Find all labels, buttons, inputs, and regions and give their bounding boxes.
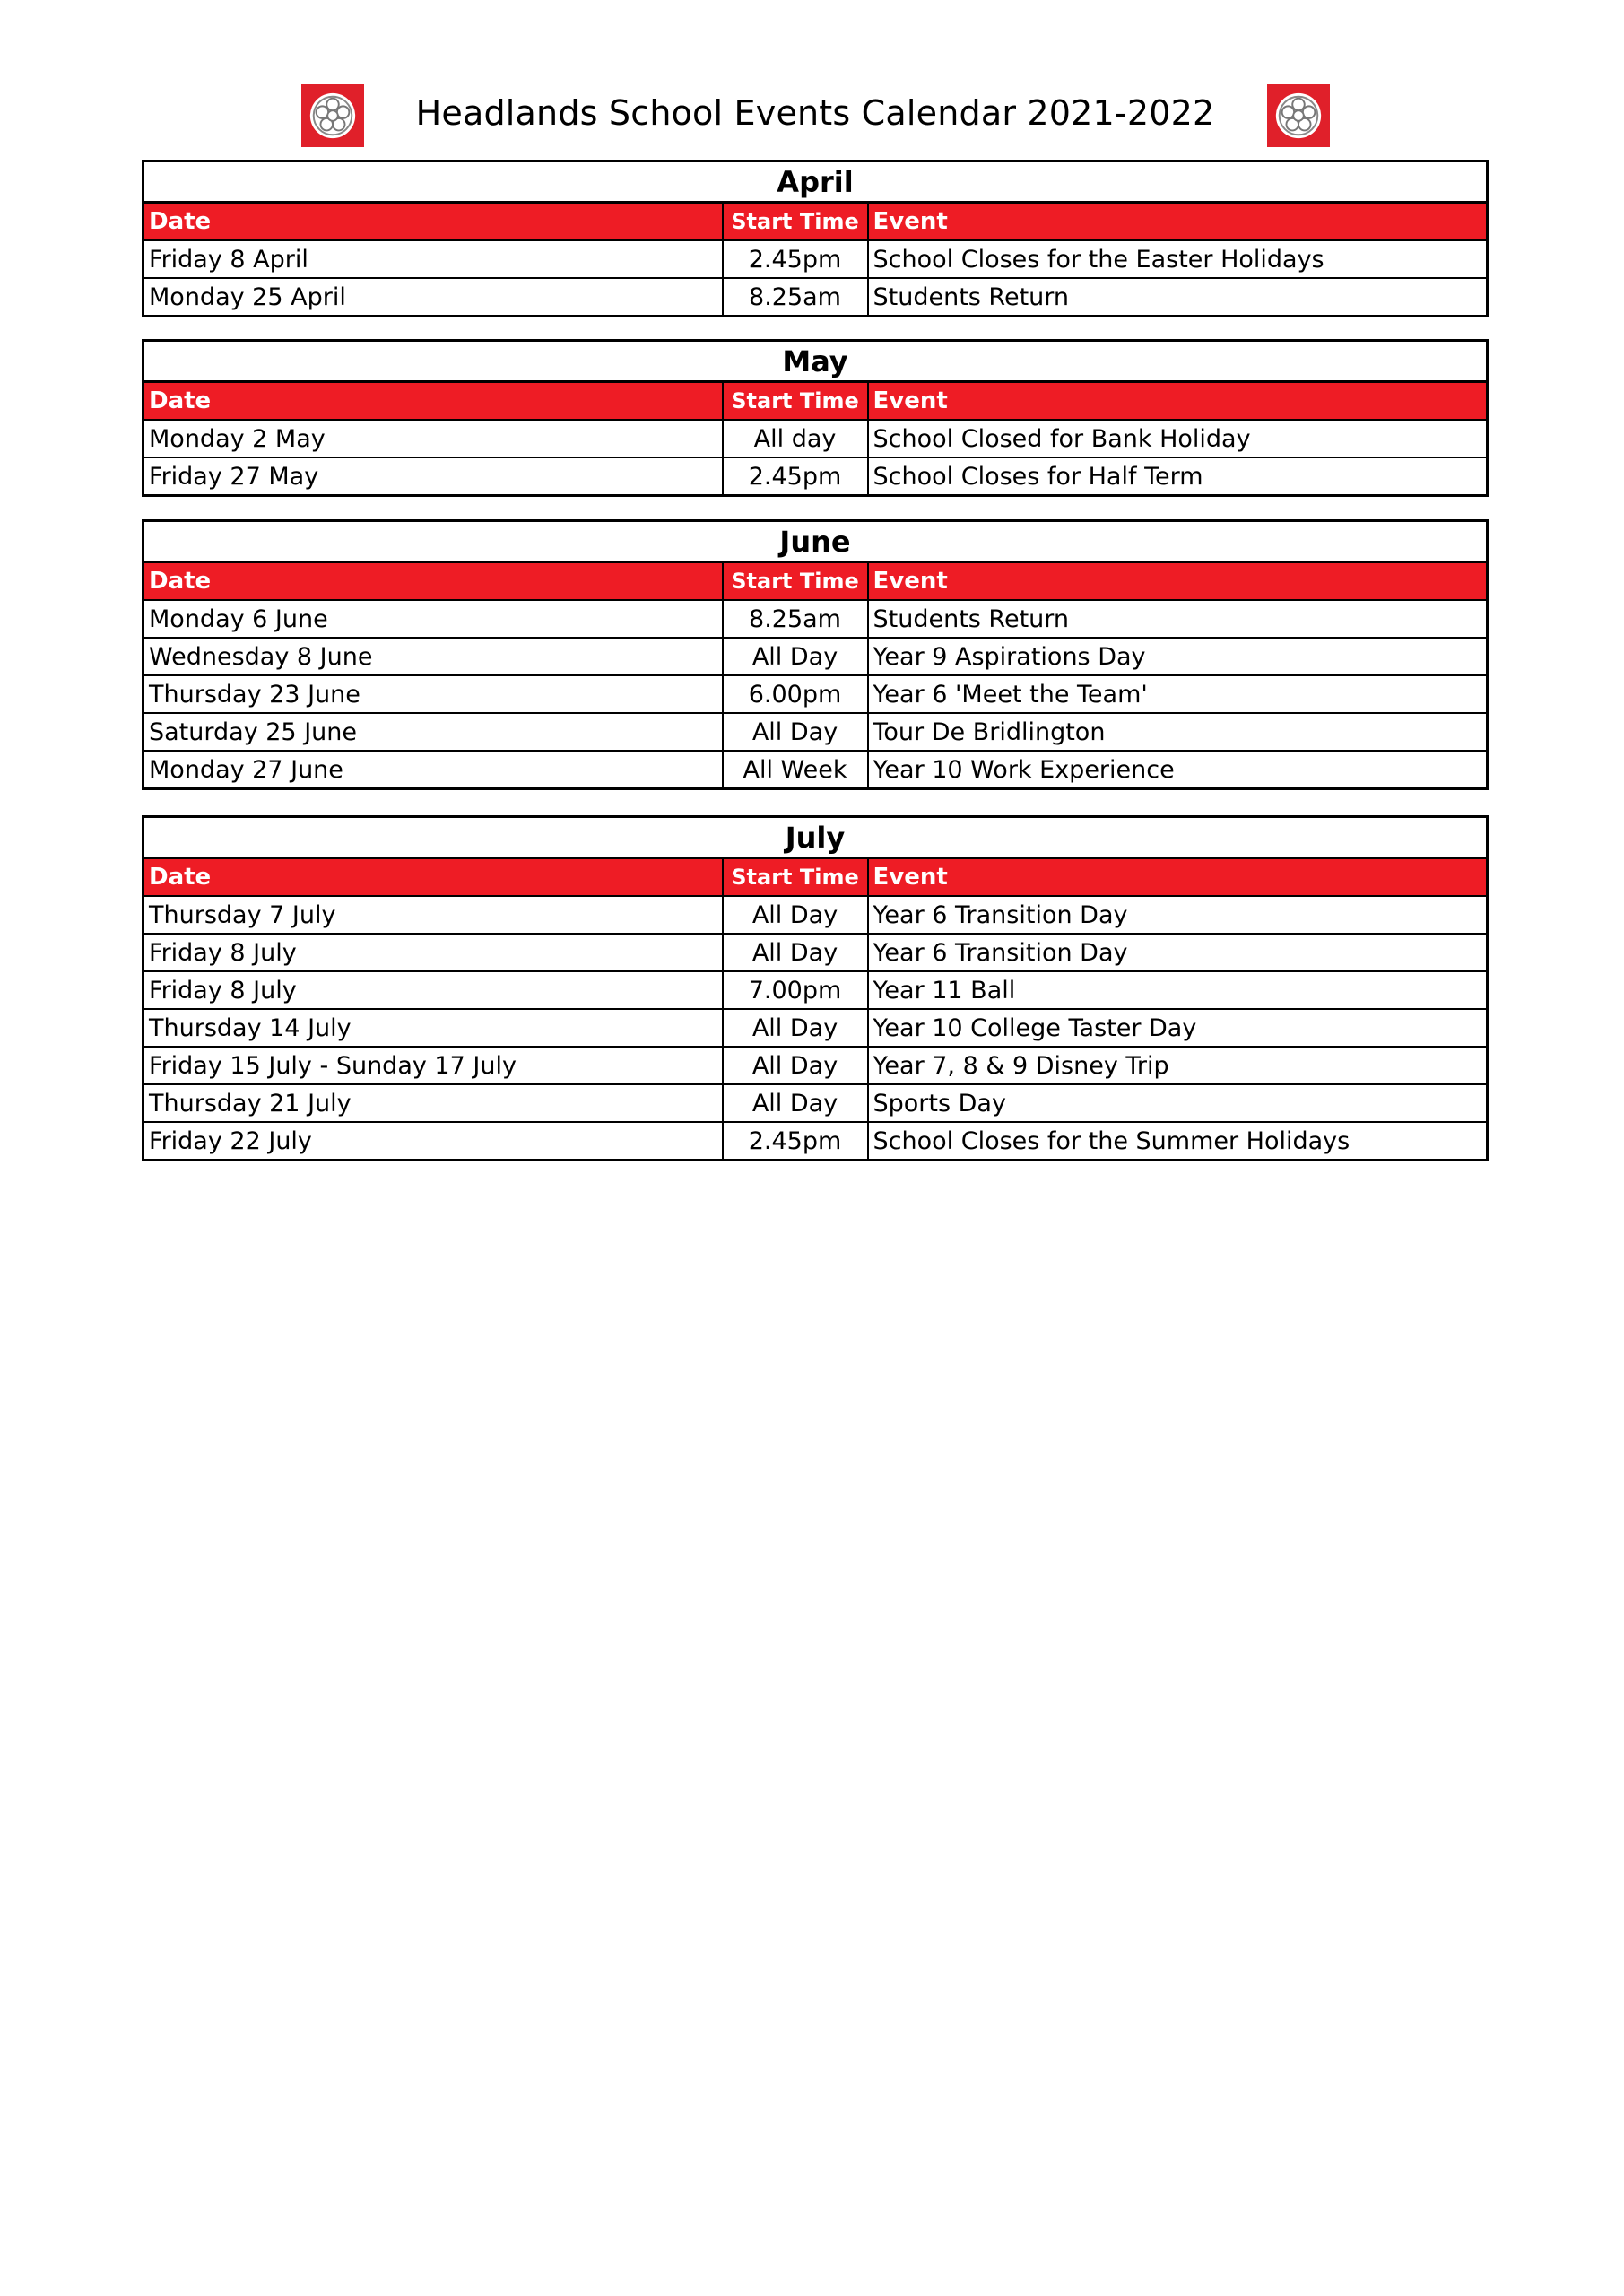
event-name: Year 9 Aspirations Day bbox=[868, 638, 1488, 675]
event-date: Monday 27 June bbox=[143, 751, 723, 789]
column-header-start-time: Start Time bbox=[723, 203, 868, 241]
event-time: 2.45pm bbox=[723, 1122, 868, 1161]
month-title: April bbox=[143, 161, 1488, 203]
month-title: June bbox=[143, 521, 1488, 562]
event-name: Sports Day bbox=[868, 1084, 1488, 1122]
column-header-date: Date bbox=[143, 858, 723, 897]
event-date: Saturday 25 June bbox=[143, 713, 723, 751]
table-row bbox=[143, 934, 1488, 971]
table-row bbox=[143, 278, 1488, 317]
event-name: Year 10 Work Experience bbox=[868, 751, 1488, 789]
event-name: School Closes for the Easter Holidays bbox=[868, 240, 1488, 278]
table-row bbox=[143, 240, 1488, 278]
event-time: All Day bbox=[723, 1084, 868, 1122]
event-name: Year 7, 8 & 9 Disney Trip bbox=[868, 1047, 1488, 1084]
column-header-event: Event bbox=[868, 858, 1488, 897]
event-name: Year 10 College Taster Day bbox=[868, 1009, 1488, 1047]
event-date: Thursday 21 July bbox=[143, 1084, 723, 1122]
event-name: Year 6 Transition Day bbox=[868, 934, 1488, 971]
event-date: Friday 27 May bbox=[143, 457, 723, 496]
event-time: All Day bbox=[723, 934, 868, 971]
event-name: Year 6 Transition Day bbox=[868, 896, 1488, 934]
table-row bbox=[143, 420, 1488, 457]
events-table bbox=[142, 519, 1489, 790]
table-row bbox=[143, 638, 1488, 675]
event-time: 8.25am bbox=[723, 600, 868, 638]
table-row bbox=[143, 971, 1488, 1009]
month-title: July bbox=[143, 817, 1488, 858]
column-header-start-time: Start Time bbox=[723, 382, 868, 421]
event-name: School Closed for Bank Holiday bbox=[868, 420, 1488, 457]
table-header-row bbox=[143, 382, 1488, 421]
table-header-row bbox=[143, 203, 1488, 241]
event-name: Year 11 Ball bbox=[868, 971, 1488, 1009]
column-header-event: Event bbox=[868, 203, 1488, 241]
event-date: Thursday 23 June bbox=[143, 675, 723, 713]
page-title: Headlands School Events Calendar 2021-2022 bbox=[415, 93, 1215, 133]
events-table bbox=[142, 160, 1489, 317]
event-time: All Week bbox=[723, 751, 868, 789]
table-row bbox=[143, 751, 1488, 789]
event-time: 2.45pm bbox=[723, 240, 868, 278]
event-date: Friday 8 July bbox=[143, 971, 723, 1009]
event-name: Year 6 'Meet the Team' bbox=[868, 675, 1488, 713]
event-date: Friday 22 July bbox=[143, 1122, 723, 1161]
event-time: All Day bbox=[723, 1047, 868, 1084]
event-time: All Day bbox=[723, 638, 868, 675]
table-row bbox=[143, 713, 1488, 751]
event-time: 7.00pm bbox=[723, 971, 868, 1009]
event-time: All Day bbox=[723, 1009, 868, 1047]
month-title: May bbox=[143, 341, 1488, 382]
event-time: 8.25am bbox=[723, 278, 868, 317]
event-time: All Day bbox=[723, 896, 868, 934]
table-row bbox=[143, 1122, 1488, 1161]
column-header-date: Date bbox=[143, 562, 723, 601]
event-name: School Closes for the Summer Holidays bbox=[868, 1122, 1488, 1161]
month-july bbox=[142, 815, 1489, 1161]
events-table bbox=[142, 339, 1489, 497]
event-date: Thursday 14 July bbox=[143, 1009, 723, 1047]
event-date: Friday 8 July bbox=[143, 934, 723, 971]
event-date: Thursday 7 July bbox=[143, 896, 723, 934]
event-name: School Closes for Half Term bbox=[868, 457, 1488, 496]
table-row bbox=[143, 896, 1488, 934]
event-time: All Day bbox=[723, 713, 868, 751]
page-header bbox=[142, 83, 1489, 154]
event-date: Wednesday 8 June bbox=[143, 638, 723, 675]
event-name: Students Return bbox=[868, 600, 1488, 638]
event-name: Tour De Bridlington bbox=[868, 713, 1488, 751]
event-date: Monday 25 April bbox=[143, 278, 723, 317]
month-april bbox=[142, 160, 1489, 317]
table-row bbox=[143, 1084, 1488, 1122]
event-name: Students Return bbox=[868, 278, 1488, 317]
event-date: Friday 8 April bbox=[143, 240, 723, 278]
table-row bbox=[143, 675, 1488, 713]
table-row bbox=[143, 1009, 1488, 1047]
column-header-event: Event bbox=[868, 382, 1488, 421]
column-header-date: Date bbox=[143, 382, 723, 421]
column-header-start-time: Start Time bbox=[723, 562, 868, 601]
event-time: All day bbox=[723, 420, 868, 457]
table-row bbox=[143, 1047, 1488, 1084]
event-date: Monday 6 June bbox=[143, 600, 723, 638]
column-header-start-time: Start Time bbox=[723, 858, 868, 897]
table-row bbox=[143, 457, 1488, 496]
table-header-row bbox=[143, 562, 1488, 601]
column-header-event: Event bbox=[868, 562, 1488, 601]
month-june bbox=[142, 519, 1489, 790]
event-time: 6.00pm bbox=[723, 675, 868, 713]
events-table bbox=[142, 815, 1489, 1161]
table-header-row bbox=[143, 858, 1488, 897]
event-date: Friday 15 July - Sunday 17 July bbox=[143, 1047, 723, 1084]
school-crest-icon bbox=[1267, 84, 1330, 147]
column-header-date: Date bbox=[143, 203, 723, 241]
month-may bbox=[142, 339, 1489, 497]
table-row bbox=[143, 600, 1488, 638]
event-time: 2.45pm bbox=[723, 457, 868, 496]
event-date: Monday 2 May bbox=[143, 420, 723, 457]
